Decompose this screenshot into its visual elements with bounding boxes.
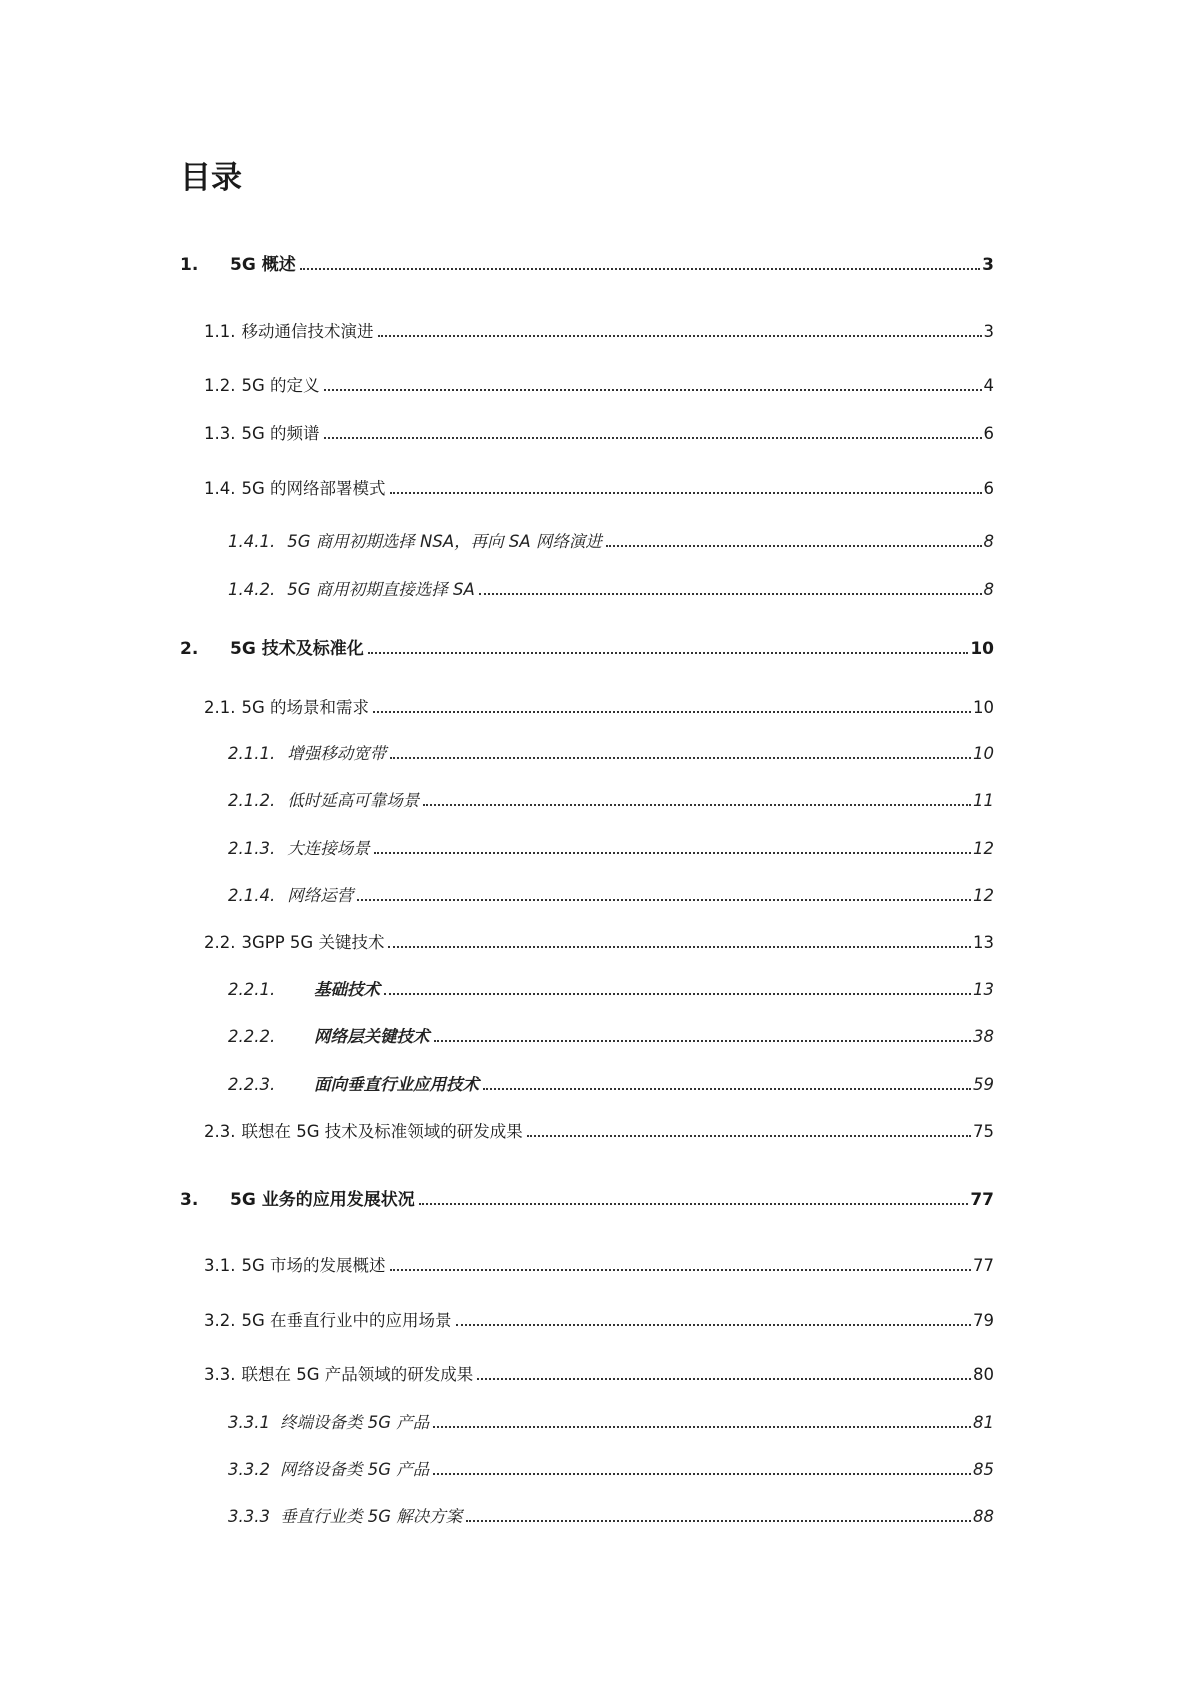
toc-entry-title: 联想在 5G 产品领域的研发成果 — [241, 1365, 474, 1384]
toc-entry-title: 5G 在垂直行业中的应用场景 — [241, 1311, 452, 1330]
toc-entry-2-3[interactable] — [204, 1118, 994, 1142]
toc-entry-title: 移动通信技术演进 — [241, 322, 374, 341]
toc-entry-title: 5G 商用初期直接选择 SA — [287, 580, 475, 599]
toc-entry-number: 2.2. — [204, 933, 236, 952]
toc-entry-page: 81 — [973, 1413, 994, 1432]
toc-entry-page: 8 — [983, 580, 994, 599]
toc-entry-title: 低时延高可靠场景 — [287, 791, 420, 810]
toc-entry-1-3[interactable] — [204, 420, 994, 444]
toc-entry-title: 增强移动宽带 — [287, 744, 387, 763]
dot-leader — [378, 335, 982, 337]
toc-entry-title: 5G 的定义 — [241, 376, 320, 395]
toc-entry-page: 12 — [973, 839, 994, 858]
toc-entry-number: 1. — [180, 255, 199, 275]
toc-entry-page: 4 — [983, 376, 994, 395]
toc-entry-title: 5G 技术及标准化 — [230, 639, 364, 659]
toc-entry-2-1[interactable] — [204, 694, 994, 718]
dot-leader — [433, 1426, 971, 1428]
toc-entry-number: 2.2.3. — [228, 1075, 276, 1094]
toc-entry-3-2[interactable] — [204, 1307, 994, 1331]
toc-entry-number: 1.4.1. — [228, 532, 276, 551]
toc-entry-number: 1.2. — [204, 376, 236, 395]
dot-leader — [390, 1269, 971, 1271]
dot-leader — [390, 492, 982, 494]
toc-entry-2-1-2[interactable] — [228, 787, 994, 811]
toc-entry-title: 网络层关键技术 — [314, 1027, 430, 1046]
toc-entry-title: 5G 业务的应用发展状况 — [230, 1190, 415, 1210]
toc-entry-3-3-2[interactable] — [228, 1456, 994, 1480]
toc-entry-number: 1.3. — [204, 424, 236, 443]
toc-entry-number: 1.4. — [204, 479, 236, 498]
dot-leader — [374, 852, 971, 854]
toc-entry-number: 2.1.1. — [228, 744, 276, 763]
toc-entry-1-1[interactable] — [204, 318, 994, 342]
toc-entry-title: 5G 商用初期选择 NSA，再向 SA 网络演进 — [287, 532, 602, 551]
toc-entry-number: 3.1. — [204, 1256, 236, 1275]
toc-entry-number: 3. — [180, 1190, 199, 1210]
toc-entry-page: 11 — [973, 791, 994, 810]
toc-entry-number: 1.4.2. — [228, 580, 276, 599]
toc-entry-title: 3GPP 5G 关键技术 — [241, 933, 385, 952]
toc-entry-title: 5G 概述 — [230, 255, 296, 275]
dot-leader — [357, 899, 971, 901]
toc-entry-number: 2.1. — [204, 698, 236, 717]
dot-leader — [388, 946, 971, 948]
toc-entry-number: 3.3.2 — [228, 1460, 270, 1479]
dot-leader — [479, 593, 982, 595]
toc-entry-3-3-3[interactable] — [228, 1503, 994, 1527]
toc-entry-title: 大连接场景 — [287, 839, 370, 858]
toc-entry-number: 3.3.1 — [228, 1413, 270, 1432]
toc-entry-1[interactable] — [180, 250, 994, 275]
dot-leader — [466, 1520, 971, 1522]
toc-entry-title: 终端设备类 5G 产品 — [279, 1413, 430, 1432]
toc-entry-title: 5G 的网络部署模式 — [241, 479, 386, 498]
dot-leader — [368, 652, 969, 654]
toc-entry-page: 8 — [983, 532, 994, 551]
toc-entry-1-4-1[interactable] — [228, 528, 994, 552]
toc-entry-2-1-1[interactable] — [228, 740, 994, 764]
dot-leader — [527, 1135, 971, 1137]
toc-entry-page: 12 — [973, 886, 994, 905]
dot-leader — [606, 545, 982, 547]
toc-entry-number: 2. — [180, 639, 199, 659]
toc-entry-title: 面向垂直行业应用技术 — [314, 1075, 479, 1094]
toc-entry-number: 3.3.3 — [228, 1507, 270, 1526]
toc-entry-3-1[interactable] — [204, 1252, 994, 1276]
toc-entry-2-2-1[interactable] — [228, 976, 994, 1000]
toc-entry-2[interactable] — [180, 634, 994, 659]
toc-entry-page: 77 — [973, 1256, 994, 1275]
toc-entry-number: 2.3. — [204, 1122, 236, 1141]
page-title: 目录 — [180, 160, 242, 196]
toc-entry-2-2-2[interactable] — [228, 1023, 994, 1047]
dot-leader — [423, 804, 971, 806]
dot-leader — [300, 268, 980, 270]
toc-entry-page: 80 — [973, 1365, 994, 1384]
toc-entry-number: 2.1.2. — [228, 791, 276, 810]
dot-leader — [434, 1040, 972, 1042]
toc-entry-1-2[interactable] — [204, 372, 994, 396]
toc-entry-title: 基础技术 — [314, 980, 380, 999]
toc-entry-title: 5G 的频谱 — [241, 424, 320, 443]
toc-entry-page: 38 — [973, 1027, 994, 1046]
toc-entry-page: 79 — [973, 1311, 994, 1330]
toc-entry-page: 85 — [973, 1460, 994, 1479]
dot-leader — [456, 1324, 971, 1326]
toc-entry-number: 2.1.3. — [228, 839, 276, 858]
toc-entry-page: 6 — [983, 424, 994, 443]
toc-entry-title: 5G 市场的发展概述 — [241, 1256, 386, 1275]
toc-entry-number: 2.1.4. — [228, 886, 276, 905]
toc-entry-page: 88 — [973, 1507, 994, 1526]
toc-entry-2-2-3[interactable] — [228, 1071, 994, 1095]
toc-entry-page: 3 — [982, 255, 994, 275]
toc-entry-title: 垂直行业类 5G 解决方案 — [279, 1507, 463, 1526]
dot-leader — [324, 437, 982, 439]
dot-leader — [390, 757, 971, 759]
toc-entry-title: 5G 的场景和需求 — [241, 698, 370, 717]
toc-entry-title: 网络设备类 5G 产品 — [279, 1460, 430, 1479]
toc-entry-3-3[interactable] — [204, 1361, 994, 1385]
toc-entry-page: 10 — [970, 639, 994, 659]
dot-leader — [419, 1203, 969, 1205]
toc-entry-page: 77 — [970, 1190, 994, 1210]
toc-entry-page: 10 — [973, 698, 994, 717]
toc-entry-2-1-3[interactable] — [228, 835, 994, 859]
toc-entry-3[interactable] — [180, 1185, 994, 1210]
toc-entry-number: 2.2.2. — [228, 1027, 276, 1046]
toc-entry-number: 1.1. — [204, 322, 236, 341]
dot-leader — [384, 993, 971, 995]
dot-leader — [477, 1378, 971, 1380]
toc-entry-page: 6 — [983, 479, 994, 498]
dot-leader — [373, 711, 971, 713]
toc-entry-page: 13 — [973, 980, 994, 999]
toc-entry-page: 13 — [973, 933, 994, 952]
toc-entry-number: 2.2.1. — [228, 980, 276, 999]
toc-entry-1-4-2[interactable] — [228, 576, 994, 600]
dot-leader — [483, 1088, 971, 1090]
toc-entry-page: 10 — [973, 744, 994, 763]
toc-entry-1-4[interactable] — [204, 475, 994, 499]
toc-entry-page: 3 — [983, 322, 994, 341]
toc-entry-page: 75 — [973, 1122, 994, 1141]
dot-leader — [324, 389, 982, 391]
toc-entry-number: 3.2. — [204, 1311, 236, 1330]
toc-entry-2-2[interactable] — [204, 929, 994, 953]
toc-entry-number: 3.3. — [204, 1365, 236, 1384]
dot-leader — [433, 1473, 971, 1475]
toc-entry-title: 联想在 5G 技术及标准领域的研发成果 — [241, 1122, 523, 1141]
toc-entry-2-1-4[interactable] — [228, 882, 994, 906]
toc-entry-title: 网络运营 — [287, 886, 354, 905]
toc-entry-3-3-1[interactable] — [228, 1409, 994, 1433]
toc-entry-page: 59 — [973, 1075, 994, 1094]
